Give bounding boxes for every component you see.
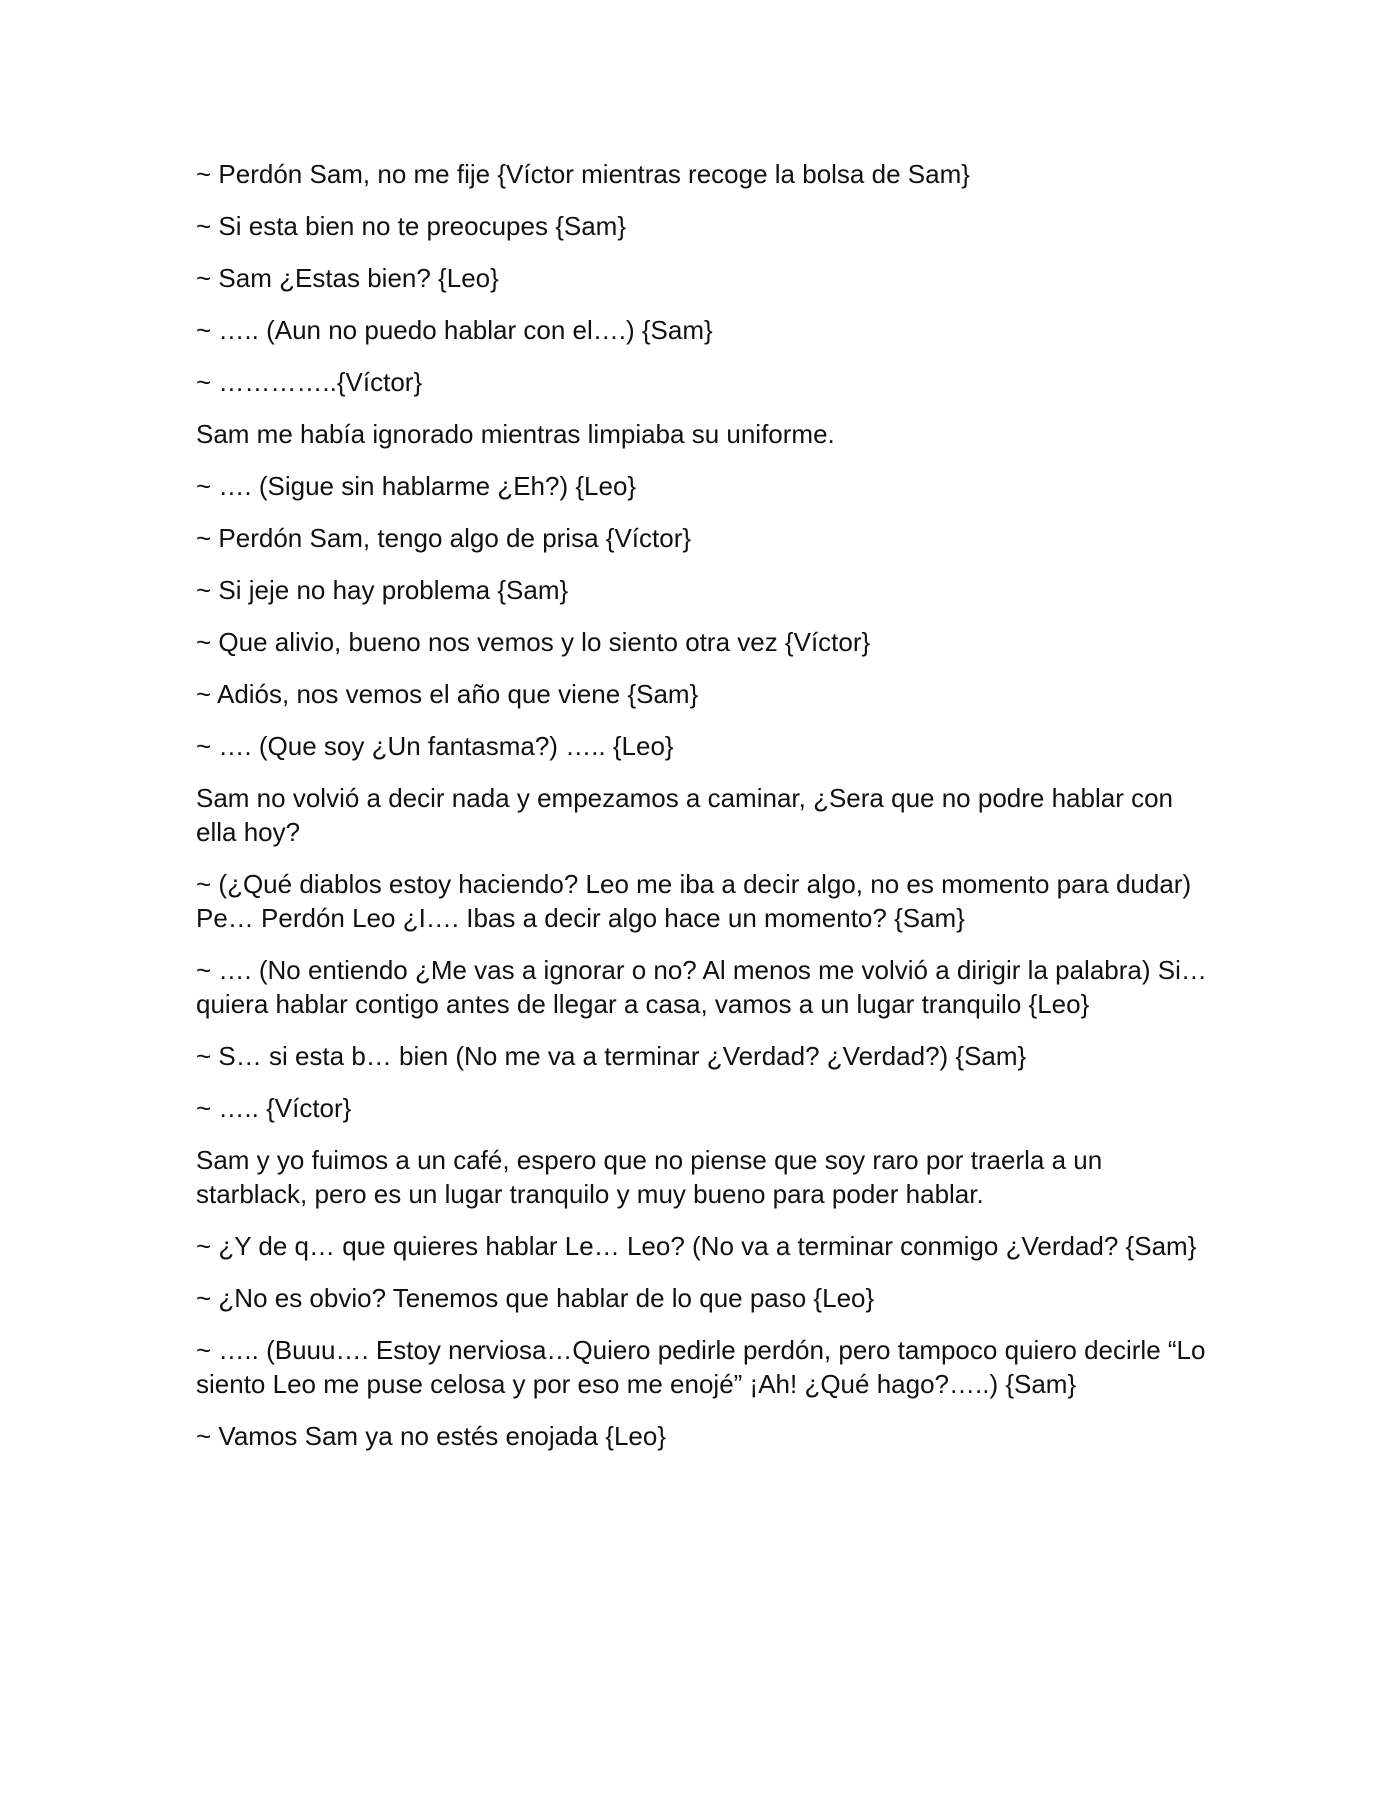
paragraph-14: ~ (¿Qué diablos estoy haciendo? Leo me iba a decir algo, no es momento para dudar) Pe… Perdón Leo ¿I…. Ibas a decir algo hace un momento? {Sam} [196,869,1192,933]
paragraph-10: ~ Que alivio, bueno nos vemos y lo siento otra vez {Víctor} [196,627,871,657]
paragraph-15: ~ …. (No entiendo ¿Me vas a ignorar o no? Al menos me volvió a dirigir la palabra) Si… quiera hablar contigo antes de llegar a casa, vamos a un lugar tranquilo {Leo} [196,955,1207,1019]
paragraph-12: ~ …. (Que soy ¿Un fantasma?) ….. {Leo} [196,731,674,761]
paragraph-8: ~ Perdón Sam, tengo algo de prisa {Víctor} [196,523,692,553]
paragraph-5: ~ …………..{Víctor} [196,367,423,397]
document-body [196,157,1216,1471]
paragraph-18: Sam y yo fuimos a un café, espero que no piense que soy raro por traerla a un starblack, pero es un lugar tranquilo y muy bueno para poder hablar. [196,1145,1103,1209]
paragraph-13: Sam no volvió a decir nada y empezamos a caminar, ¿Sera que no podre hablar con ella hoy? [196,783,1173,847]
paragraph-3: ~ Sam ¿Estas bien? {Leo} [196,263,499,293]
paragraph-20: ~ ¿No es obvio? Tenemos que hablar de lo que paso {Leo} [196,1283,875,1313]
paragraph-6: Sam me había ignorado mientras limpiaba su uniforme. [196,419,835,449]
paragraph-4: ~ ….. (Aun no puedo hablar con el….) {Sam} [196,315,713,345]
paragraph-9: ~ Si jeje no hay problema {Sam} [196,575,569,605]
paragraph-1: ~ Perdón Sam, no me fije {Víctor mientras recoge la bolsa de Sam} [196,159,970,189]
paragraph-7: ~ …. (Sigue sin hablarme ¿Eh?) {Leo} [196,471,637,501]
paragraph-21: ~ ….. (Buuu…. Estoy nerviosa…Quiero pedirle perdón, pero tampoco quiero decirle “Lo siento Leo me puse celosa y por eso me enojé” ¡Ah! ¿Qué hago?…..) {Sam} [196,1335,1206,1399]
paragraph-17: ~ ….. {Víctor} [196,1093,352,1123]
paragraph-2: ~ Si esta bien no te preocupes {Sam} [196,211,627,241]
paragraph-11: ~ Adiós, nos vemos el año que viene {Sam} [196,679,699,709]
paragraph-16: ~ S… si esta b… bien (No me va a terminar ¿Verdad? ¿Verdad?) {Sam} [196,1041,1027,1071]
paragraph-22: ~ Vamos Sam ya no estés enojada {Leo} [196,1421,667,1451]
paragraph-19: ~ ¿Y de q… que quieres hablar Le… Leo? (No va a terminar conmigo ¿Verdad? {Sam} [196,1231,1197,1261]
